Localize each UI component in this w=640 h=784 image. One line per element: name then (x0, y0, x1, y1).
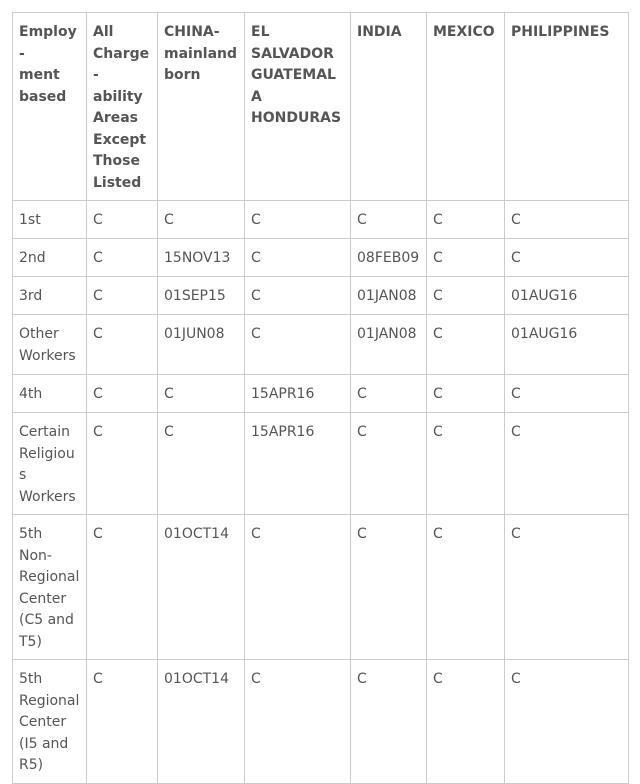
table-row (13, 660, 629, 784)
header-mexico: MEXICO (427, 13, 505, 201)
row-label: 2nd (13, 239, 87, 277)
header-row (13, 13, 629, 201)
row-label: Certain Religious Workers (13, 413, 87, 515)
visa-bulletin-table (12, 12, 629, 784)
table-cell: C (87, 277, 158, 315)
table-cell: C (505, 201, 629, 239)
table-cell: C (427, 201, 505, 239)
table-cell: 08FEB09 (351, 239, 427, 277)
table-cell: 01AUG16 (505, 277, 629, 315)
table-cell: C (87, 413, 158, 515)
table-cell: C (427, 660, 505, 784)
table-row (13, 277, 629, 315)
table-cell: C (505, 413, 629, 515)
table-cell: 01OCT14 (158, 515, 245, 660)
table-cell: 01SEP15 (158, 277, 245, 315)
table-cell: 01JAN08 (351, 277, 427, 315)
table-row (13, 375, 629, 413)
table-cell: 01AUG16 (505, 315, 629, 375)
table-cell: C (351, 375, 427, 413)
table-row (13, 315, 629, 375)
row-label: 5th Regional Center (I5 and R5) (13, 660, 87, 784)
table-cell: 01JAN08 (351, 315, 427, 375)
row-label: 4th (13, 375, 87, 413)
table-cell: C (158, 201, 245, 239)
table-cell: 15NOV13 (158, 239, 245, 277)
table-row (13, 201, 629, 239)
table-cell: C (427, 315, 505, 375)
row-label: 3rd (13, 277, 87, 315)
header-india: INDIA (351, 13, 427, 201)
table-cell: 15APR16 (245, 413, 351, 515)
table-cell: C (427, 413, 505, 515)
table-cell: C (87, 660, 158, 784)
table-cell: C (505, 660, 629, 784)
table-cell: C (351, 515, 427, 660)
table-cell: C (245, 277, 351, 315)
table-cell: C (245, 201, 351, 239)
table-cell: C (351, 660, 427, 784)
table-cell: C (427, 277, 505, 315)
table-cell: C (427, 239, 505, 277)
header-all-chargeability: All Charge- ability Areas Except Those Listed (87, 13, 158, 201)
table-cell: 15APR16 (245, 375, 351, 413)
table-cell: C (87, 239, 158, 277)
table-cell: C (505, 375, 629, 413)
header-el-salvador-guatemala-honduras: EL SALVADOR GUATEMALA HONDURAS (245, 13, 351, 201)
table-cell: C (87, 201, 158, 239)
row-label: Other Workers (13, 315, 87, 375)
row-label: 1st (13, 201, 87, 239)
table-cell: 01JUN08 (158, 315, 245, 375)
header-employment-based: Employ- ment based (13, 13, 87, 201)
table-cell: C (505, 239, 629, 277)
table-cell: C (427, 515, 505, 660)
table-cell: C (351, 201, 427, 239)
table-cell: C (245, 515, 351, 660)
row-label: 5th Non- Regional Center (C5 and T5) (13, 515, 87, 660)
table-cell: C (245, 239, 351, 277)
table-cell: C (245, 315, 351, 375)
table-cell: C (87, 315, 158, 375)
table-cell: C (427, 375, 505, 413)
table-cell: C (505, 515, 629, 660)
table-row (13, 413, 629, 515)
table-cell: C (245, 660, 351, 784)
table-cell: C (158, 413, 245, 515)
table-row (13, 515, 629, 660)
table-cell: C (351, 413, 427, 515)
table-cell: C (87, 515, 158, 660)
header-philippines: PHILIPPINES (505, 13, 629, 201)
header-china: CHINA- mainland born (158, 13, 245, 201)
table-cell: C (158, 375, 245, 413)
table-cell: 01OCT14 (158, 660, 245, 784)
table-row (13, 239, 629, 277)
table-cell: C (87, 375, 158, 413)
